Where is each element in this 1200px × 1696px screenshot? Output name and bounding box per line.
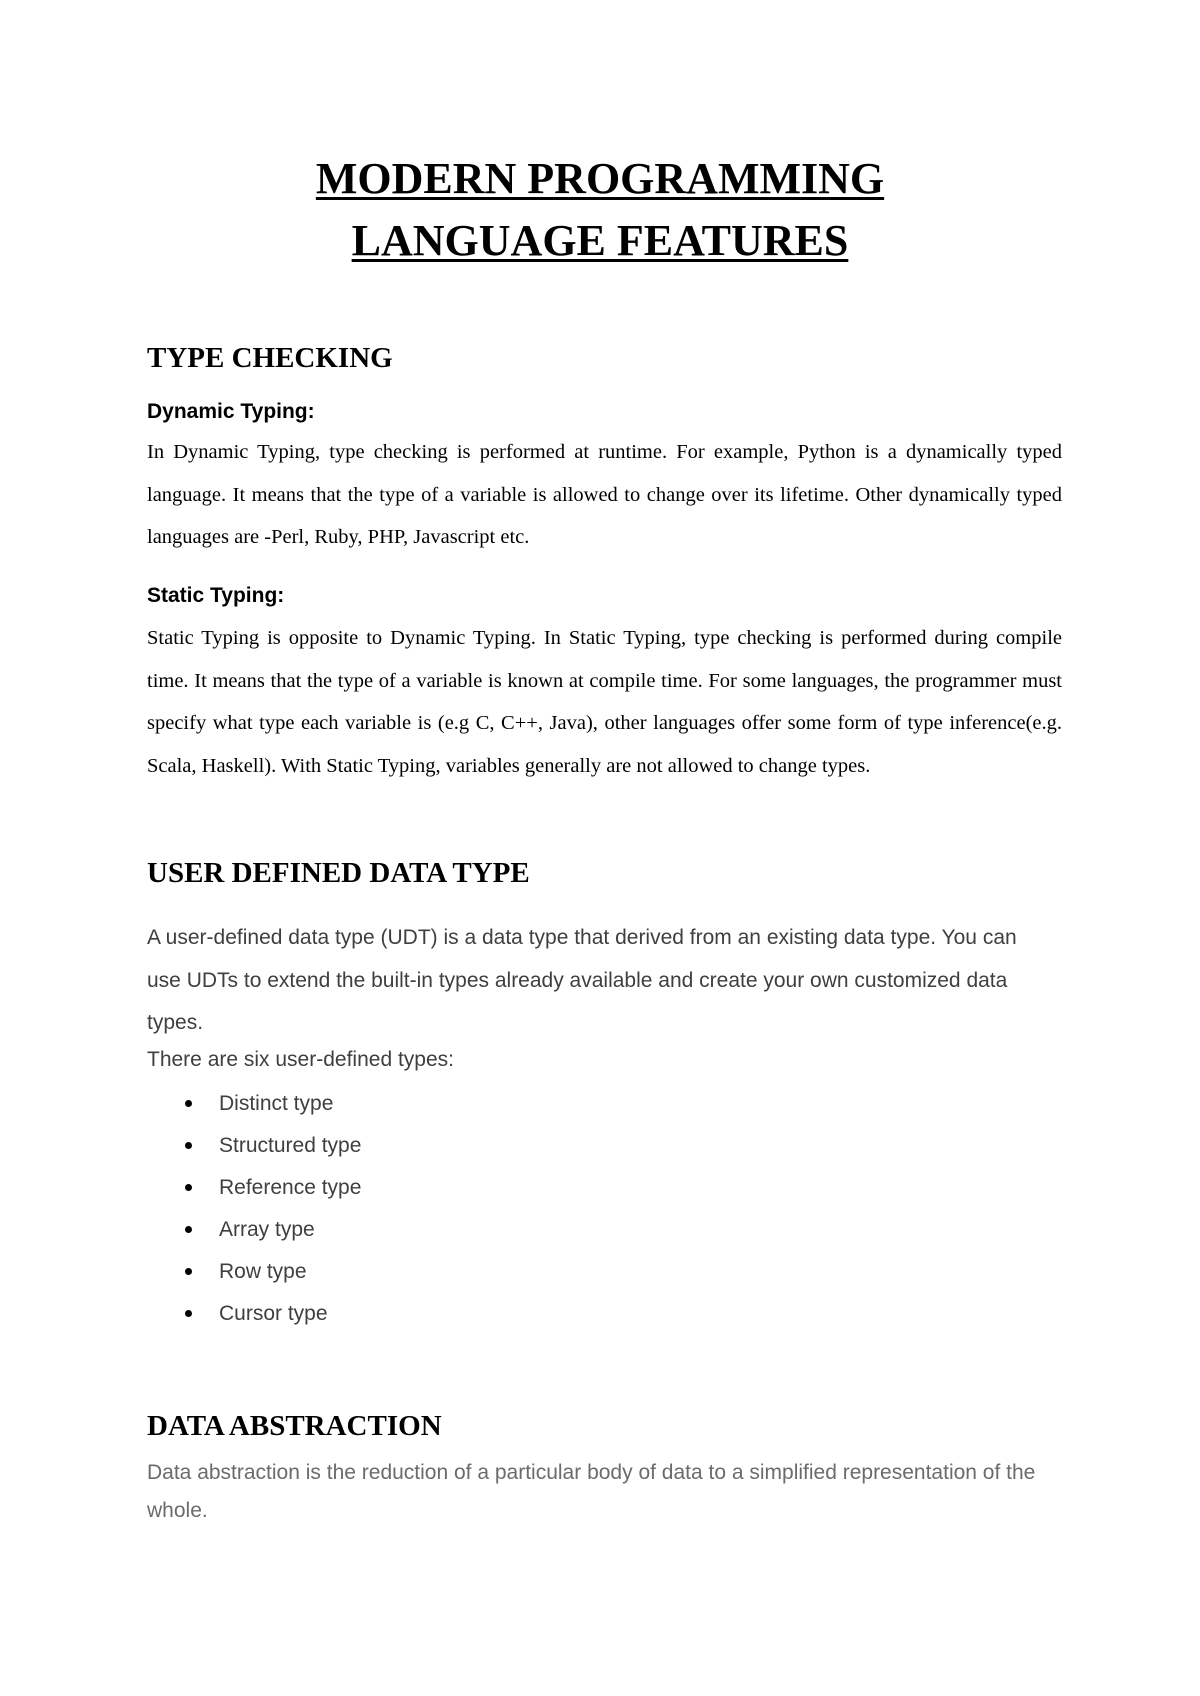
title-line-2: LANGUAGE FEATURES <box>351 216 849 265</box>
static-typing-subheading: Static Typing: <box>147 584 285 607</box>
list-item-label: Structured type <box>219 1134 362 1157</box>
dynamic-typing-subheading: Dynamic Typing: <box>147 400 315 423</box>
document-title <box>0 148 1200 272</box>
list-item <box>147 1167 361 1209</box>
udt-list-intro: There are six user-defined types: <box>147 1048 454 1071</box>
list-item-label: Row type <box>219 1260 307 1283</box>
list-item-label: Distinct type <box>219 1092 334 1115</box>
bullet-icon <box>185 1268 192 1275</box>
title-line-1: MODERN PROGRAMMING <box>315 154 885 203</box>
bullet-icon <box>185 1184 192 1191</box>
list-item-label: Cursor type <box>219 1302 328 1325</box>
bullet-icon <box>185 1310 192 1317</box>
bullet-icon <box>185 1226 192 1233</box>
udt-heading: USER DEFINED DATA TYPE <box>147 857 530 889</box>
static-typing-paragraph: Static Typing is opposite to Dynamic Typing. In Static Typing, type checking is performed during compile time. It means that the type of a variable is known at compile time. For some languages, the programmer must specify what type each variable is (e.g C, C++, Java), other languages offer some form of type inference(e.g. Scala, Haskell). With Static Typing, variables generally are not allowed to change types. <box>147 627 1062 777</box>
list-item <box>147 1293 361 1335</box>
list-item <box>147 1209 361 1251</box>
list-item <box>147 1251 361 1293</box>
data-abstraction-heading: DATA ABSTRACTION <box>147 1410 442 1442</box>
bullet-icon <box>185 1142 192 1149</box>
list-item-label: Reference type <box>219 1176 362 1199</box>
type-checking-heading: TYPE CHECKING <box>147 342 393 374</box>
udt-types-list <box>147 1083 361 1335</box>
data-abstraction-paragraph: Data abstraction is the reduction of a particular body of data to a simplified representation of the whole. <box>147 1461 1036 1522</box>
udt-intro-paragraph: A user-defined data type (UDT) is a data type that derived from an existing data type. You can use UDTs to extend the built-in types already available and create your own customized data types. <box>147 926 1017 1034</box>
list-item-label: Array type <box>219 1218 315 1241</box>
bullet-icon <box>185 1100 192 1107</box>
list-item <box>147 1083 361 1125</box>
dynamic-typing-paragraph: In Dynamic Typing, type checking is performed at runtime. For example, Python is a dynamically typed language. It means that the type of a variable is allowed to change over its lifetime. Other dynamically typed languages are -Perl, Ruby, PHP, Javascript etc. <box>147 441 1062 548</box>
list-item <box>147 1125 361 1167</box>
